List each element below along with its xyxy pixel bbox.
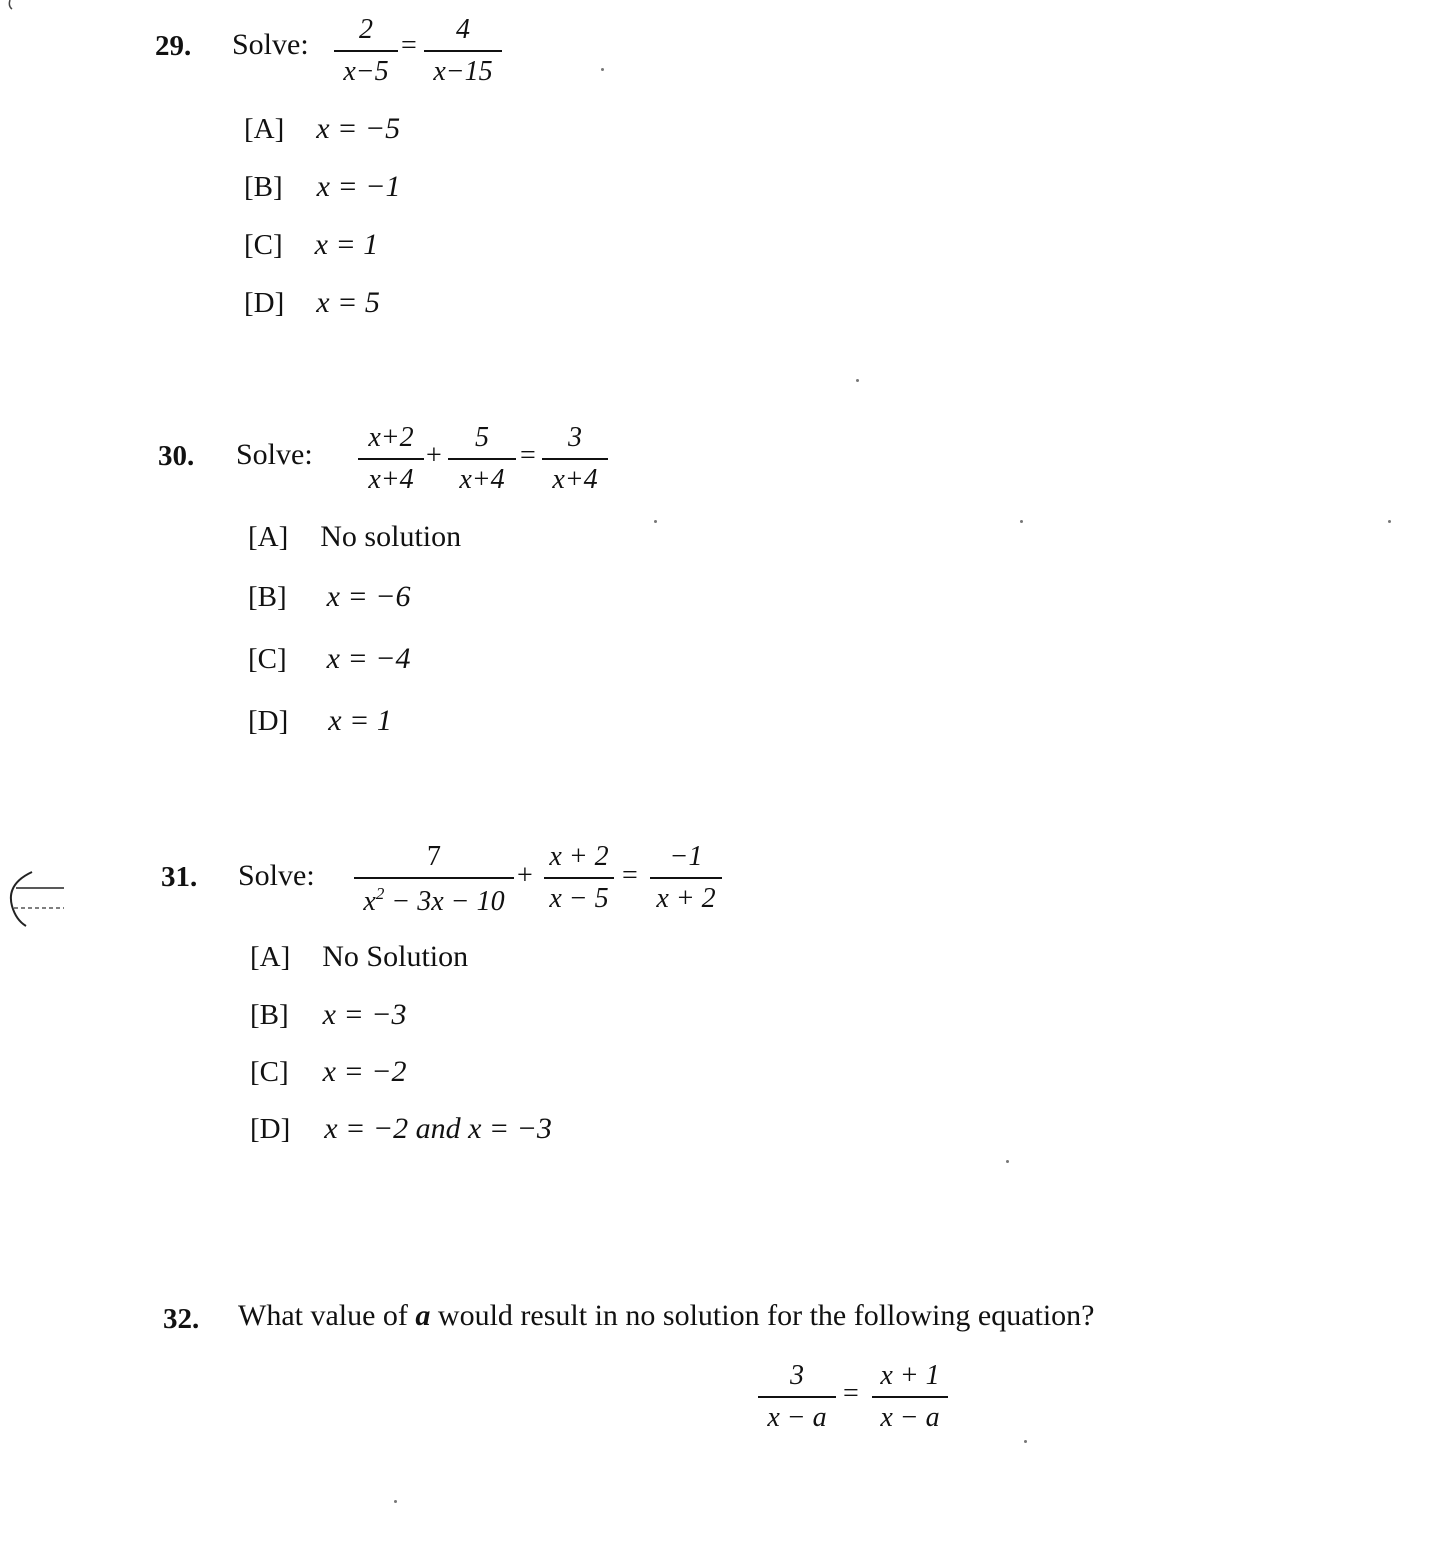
plus-sign: + <box>426 440 442 471</box>
scan-speck <box>1020 520 1023 523</box>
denominator: x−15 <box>433 56 493 87</box>
option-c[interactable] <box>248 642 410 676</box>
numerator: 3 <box>790 1360 804 1391</box>
exponent: 2 <box>375 884 385 903</box>
denominator: x − a <box>767 1402 827 1433</box>
option-d[interactable] <box>248 704 392 738</box>
option-letter: [D] <box>250 1113 291 1145</box>
fraction <box>544 843 614 913</box>
option-text: x = −3 <box>322 998 407 1031</box>
option-b[interactable] <box>250 998 406 1032</box>
equals-sign: = <box>520 440 536 471</box>
question-number: 31. <box>161 861 198 893</box>
plus-sign: + <box>517 860 533 891</box>
denominator-rest: − 3x − 10 <box>384 886 505 917</box>
scan-speck <box>1388 520 1391 523</box>
equals-sign: = <box>622 860 638 891</box>
numerator: x + 2 <box>549 841 609 872</box>
denominator-variable: x <box>363 886 376 917</box>
denominator: x+4 <box>552 464 598 495</box>
option-letter: [D] <box>248 705 289 737</box>
numerator: 5 <box>475 422 489 453</box>
question-prompt: Solve: <box>232 28 309 61</box>
question-prompt: Solve: <box>238 859 315 892</box>
numerator: x + 1 <box>880 1360 940 1391</box>
prompt-text: What value of <box>238 1299 416 1332</box>
denominator: x+4 <box>368 464 414 495</box>
option-letter: [B] <box>248 581 287 613</box>
equals-sign: = <box>843 1378 859 1409</box>
option-letter: [A] <box>248 521 289 553</box>
corner-mark <box>0 0 14 10</box>
fraction <box>424 16 502 86</box>
question-prompt: Solve: <box>236 438 313 471</box>
option-b[interactable] <box>248 580 410 614</box>
option-letter: [C] <box>250 1056 289 1088</box>
option-d[interactable] <box>250 1112 552 1146</box>
numerator: 7 <box>427 841 441 872</box>
question-number: 29. <box>155 30 192 62</box>
denominator: x − 5 <box>549 883 609 914</box>
scan-speck <box>1006 1160 1009 1163</box>
equals-sign: = <box>401 30 417 61</box>
denominator: x − a <box>880 1402 940 1433</box>
denominator <box>354 879 514 916</box>
scan-speck <box>394 1500 397 1503</box>
prompt-text: would result in no solution for the following equation? <box>430 1299 1095 1332</box>
option-a[interactable] <box>250 940 468 974</box>
option-text: x = −1 <box>316 170 401 203</box>
option-text: No solution <box>320 520 462 553</box>
option-d[interactable] <box>244 286 380 320</box>
fraction <box>448 424 516 494</box>
numerator: x+2 <box>368 422 414 453</box>
numerator: 4 <box>456 14 470 45</box>
scan-speck <box>654 520 657 523</box>
option-a[interactable] <box>244 112 400 146</box>
option-text: x = 1 <box>328 704 392 737</box>
scan-speck <box>1024 1440 1027 1443</box>
option-text: x = −2 and x = −3 <box>324 1112 552 1145</box>
option-letter: [C] <box>248 643 287 675</box>
option-letter: [B] <box>250 999 289 1031</box>
numerator: 3 <box>568 422 582 453</box>
fraction <box>542 424 608 494</box>
option-text: No Solution <box>322 940 469 973</box>
option-text: x = −5 <box>316 112 401 145</box>
fraction <box>650 843 722 913</box>
denominator: x+4 <box>459 464 505 495</box>
fraction <box>872 1362 948 1432</box>
option-a[interactable] <box>248 520 461 554</box>
prompt-variable: a <box>415 1299 431 1332</box>
numerator: −1 <box>669 841 703 872</box>
question-number: 30. <box>158 440 195 472</box>
option-letter: [C] <box>244 229 283 261</box>
question-prompt <box>238 1299 1238 1333</box>
scan-speck <box>856 379 859 382</box>
question-number: 32. <box>163 1303 200 1335</box>
option-b[interactable] <box>244 170 400 204</box>
option-text: x = −2 <box>322 1055 407 1088</box>
fraction <box>358 424 424 494</box>
option-letter: [A] <box>244 113 285 145</box>
option-text: x = 1 <box>314 228 379 261</box>
denominator: x + 2 <box>656 883 716 914</box>
option-letter: [A] <box>250 941 291 973</box>
option-text: x = −6 <box>326 580 411 613</box>
option-text: x = −4 <box>326 642 411 675</box>
option-c[interactable] <box>244 228 378 262</box>
option-text: x = 5 <box>316 286 380 319</box>
denominator: x−5 <box>343 56 389 87</box>
option-c[interactable] <box>250 1055 406 1089</box>
fraction <box>758 1362 836 1432</box>
option-letter: [D] <box>244 287 285 319</box>
scan-speck <box>601 68 604 71</box>
fraction <box>334 16 398 86</box>
numerator: 2 <box>359 14 373 45</box>
option-letter: [B] <box>244 171 283 203</box>
margin-bracket-mark <box>4 868 68 932</box>
fraction <box>354 843 514 916</box>
